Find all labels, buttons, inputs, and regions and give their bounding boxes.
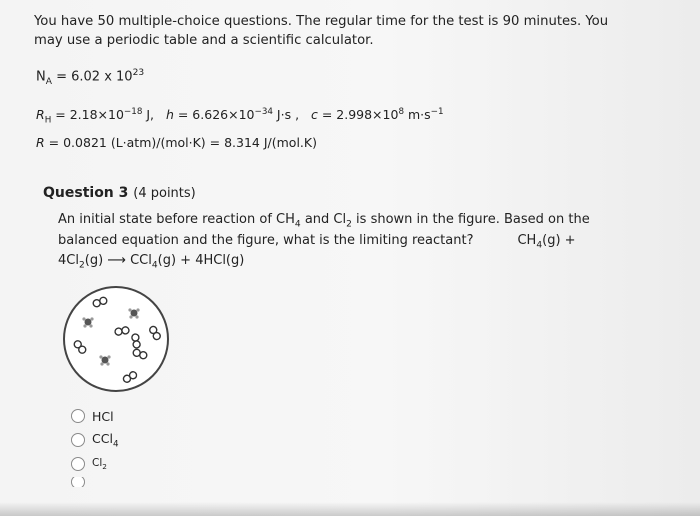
- option-partial[interactable]: [71, 477, 119, 487]
- instructions-line-1: You have 50 multiple-choice questions. The regular time for the test is 90 minutes. You: [34, 14, 609, 29]
- question-line-1: An initial state before reaction of $CH_4$ and $Cl_2$ is shown in the figure. Based on the: [58, 212, 590, 230]
- container-circle: [64, 287, 168, 391]
- question-title: Question 3: [43, 185, 129, 201]
- option-label: CCl$_4$: [92, 430, 119, 450]
- radio-button[interactable]: [71, 457, 85, 471]
- radio-button[interactable]: [71, 409, 85, 423]
- molecule-figure: [58, 283, 178, 401]
- option-label: HCl: [92, 408, 114, 424]
- answer-options: [71, 405, 119, 489]
- option-hcl[interactable]: [71, 405, 119, 427]
- option-ccl4[interactable]: [71, 429, 119, 451]
- constants-line: $R_H = 2.18\times 10^{-18}$ J, $h = 6.626\times 10^{-34}$ J·s , $c = 2.998\times 10^8$ $m\cdot s^{-1}$: [36, 107, 444, 126]
- option-label: $Cl_2$: [92, 456, 107, 472]
- instructions: [34, 12, 608, 50]
- question-header: [43, 185, 196, 201]
- radio-button[interactable]: [71, 477, 85, 487]
- avogadro-constant: $N_A = 6.02$ x $10^{23}$: [36, 68, 145, 87]
- gas-constant: R = 0.0821 (L·atm)/(mol·K) = 8.314 J/(mol.K): [36, 135, 317, 150]
- radio-button[interactable]: [71, 433, 85, 447]
- reaction-container-diagram: [58, 283, 178, 397]
- question-line-2: balanced equation and the figure, what is the limiting reactant? $CH_4(g)$ +: [58, 232, 576, 251]
- question-text: [58, 212, 590, 274]
- option-cl2[interactable]: [71, 453, 119, 475]
- question-points: (4 points): [133, 186, 196, 201]
- question-line-3: $4Cl_2(g)$ ⟶ CCl$_4$(g) + 4HCl(g): [58, 253, 245, 271]
- instructions-line-2: may use a periodic table and a scientific calculator.: [34, 33, 374, 48]
